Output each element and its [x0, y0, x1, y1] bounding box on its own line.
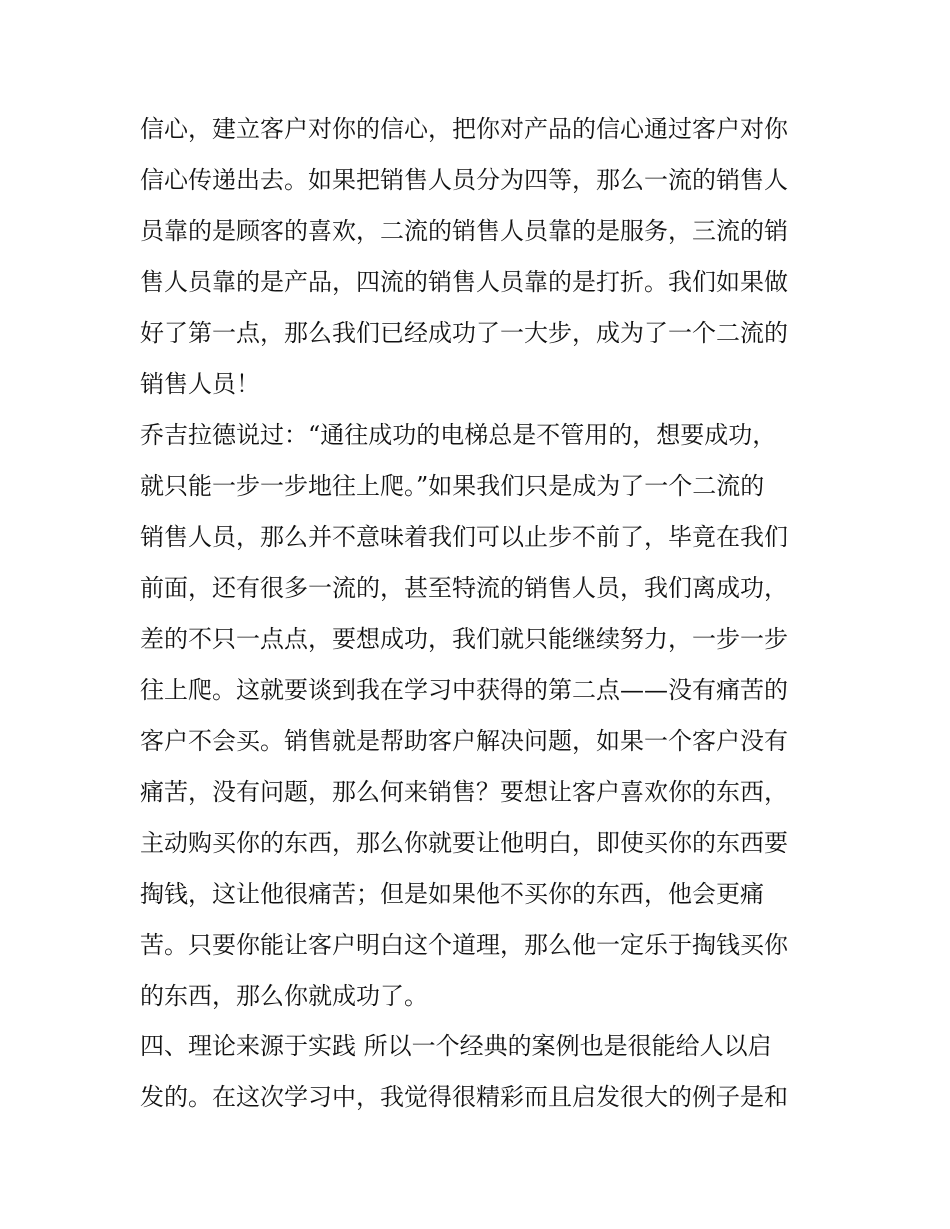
text-line: 发的。在这次学习中，我觉得很精彩而且启发很大的例子是和 — [140, 1083, 788, 1111]
paragraph-girard-quote — [140, 410, 820, 1022]
text-line: 前面，还有很多一流的，甚至特流的销售人员，我们离成功， — [140, 574, 788, 602]
paragraph-theory-practice — [140, 1021, 820, 1123]
text-line: 四、理论来源于实践 所以一个经典的案例也是很能给人以启 — [140, 1032, 772, 1060]
text-line: 乔吉拉德说过：“通往成功的电梯总是不管用的，想要成功， — [140, 421, 777, 449]
text-line: 销售人员，那么并不意味着我们可以止步不前了，毕竟在我们 — [140, 523, 788, 551]
text-line: 售人员靠的是产品，四流的销售人员靠的是打折。我们如果做 — [140, 268, 788, 296]
text-line: 销售人员！ — [140, 370, 260, 398]
text-line: 差的不只一点点，要想成功，我们就只能继续努力，一步一步 — [140, 625, 788, 653]
text-line: 主动购买你的东西，那么你就要让他明白，即使买你的东西要 — [140, 829, 788, 857]
paragraph-salesperson-confidence — [140, 104, 820, 410]
text-line: 信心，建立客户对你的信心，把你对产品的信心通过客户对你 — [140, 115, 788, 143]
text-line: 苦。只要你能让客户明白这个道理，那么他一定乐于掏钱买你 — [140, 931, 788, 959]
text-line: 好了第一点，那么我们已经成功了一大步，成为了一个二流的 — [140, 319, 788, 347]
text-line: 往上爬。这就要谈到我在学习中获得的第二点——没有痛苦的 — [140, 676, 788, 704]
text-line: 员靠的是顾客的喜欢，二流的销售人员靠的是服务，三流的销 — [140, 217, 788, 245]
text-line: 痛苦，没有问题，那么何来销售？要想让客户喜欢你的东西， — [140, 778, 788, 806]
text-line: 就只能一步一步地往上爬。”如果我们只是成为了一个二流的 — [140, 472, 765, 500]
text-line: 信心传递出去。如果把销售人员分为四等，那么一流的销售人 — [140, 166, 788, 194]
text-line: 的东西，那么你就成功了。 — [140, 982, 428, 1010]
text-line: 掏钱，这让他很痛苦；但是如果他不买你的东西，他会更痛 — [140, 880, 764, 908]
text-line: 客户不会买。销售就是帮助客户解决问题，如果一个客户没有 — [140, 727, 788, 755]
